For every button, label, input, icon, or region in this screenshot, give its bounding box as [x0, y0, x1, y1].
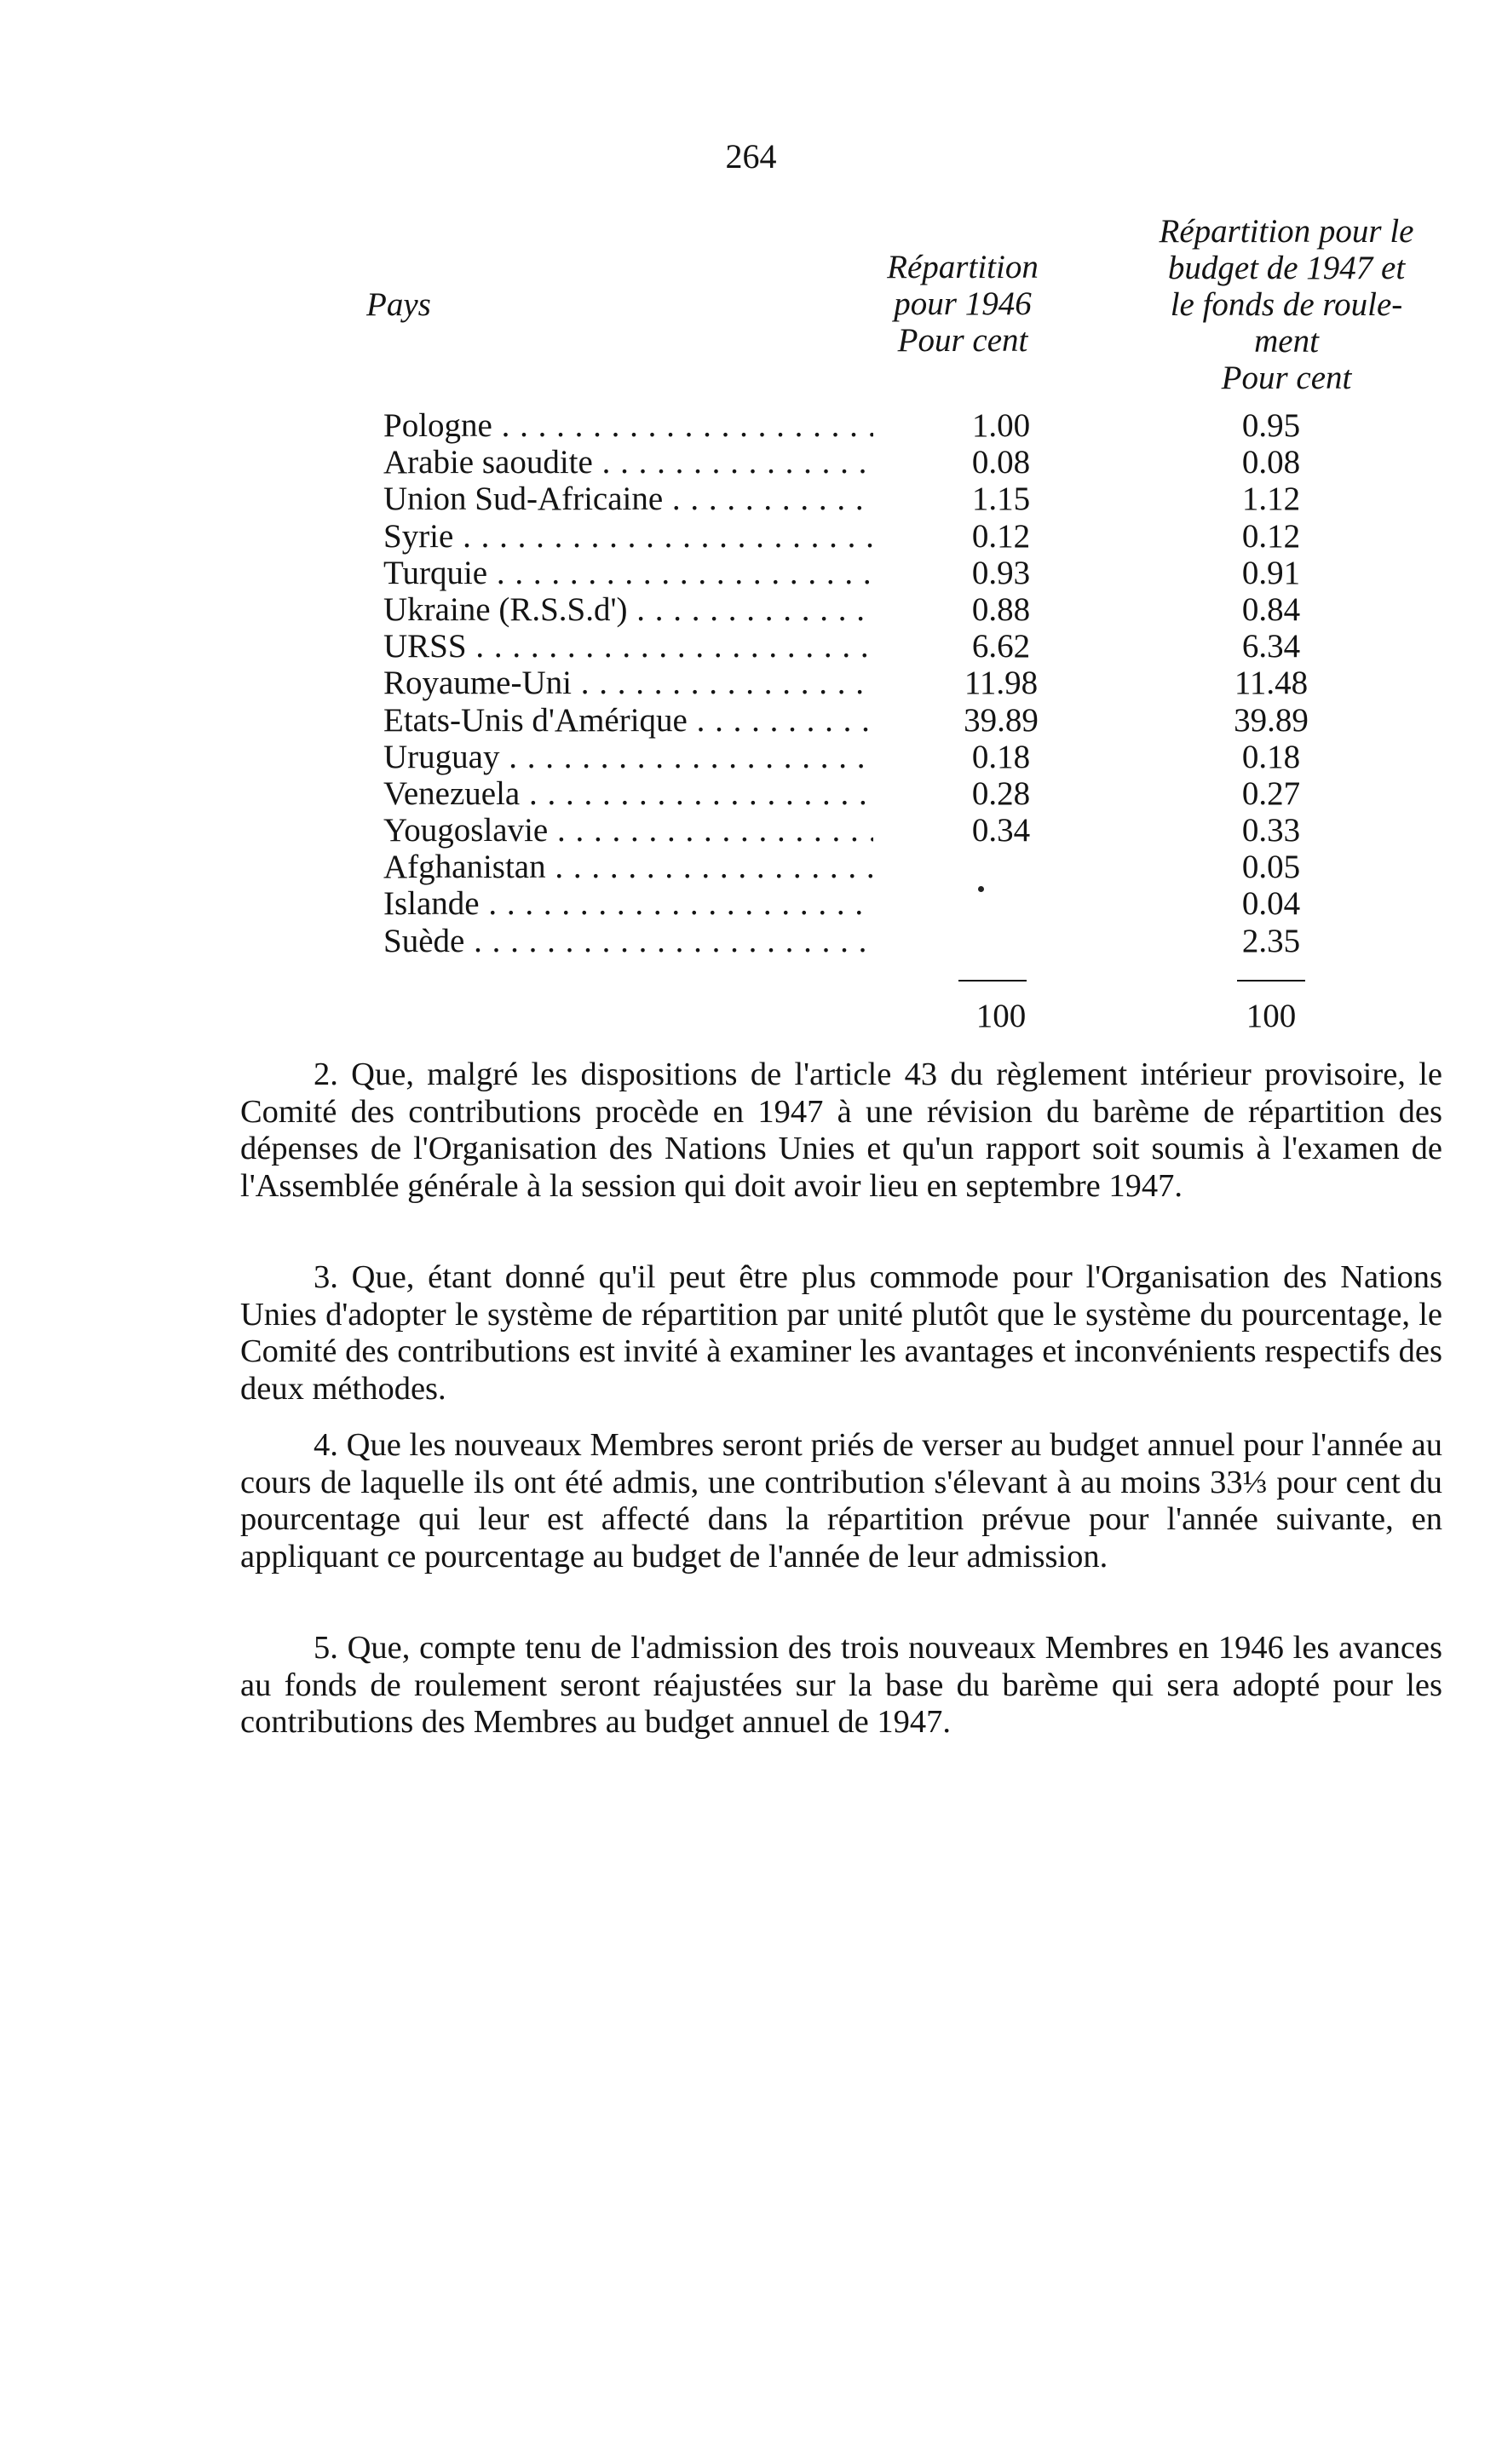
table-row [383, 702, 1491, 739]
header-1946-line: Répartition [887, 249, 1039, 285]
country-name: Uruguay . . . [383, 739, 873, 775]
value-1946: 0.12 [971, 517, 1031, 555]
value-1947: 1.12 [1241, 481, 1301, 518]
table-row [383, 555, 1491, 591]
value-1947: 0.27 [1241, 774, 1301, 812]
value-1946: 0.08 [971, 444, 1031, 481]
header-1947-line: budget de 1947 et [1167, 250, 1406, 286]
value-1946: 0.93 [971, 554, 1031, 591]
value-1947: 0.08 [1241, 444, 1301, 481]
value-1946: 0.18 [971, 738, 1031, 775]
country-name: Suède . . . [383, 923, 873, 959]
total-1947: 100 [1246, 998, 1297, 1034]
value-1946: 1.15 [971, 481, 1031, 518]
table-row [383, 591, 1491, 628]
value-1946: 1.00 [971, 407, 1031, 444]
country-name: Afghanistan . . . [383, 849, 873, 885]
value-1946: 0.88 [971, 590, 1031, 628]
table-row [383, 481, 1491, 517]
header-1947-line: ment [1254, 323, 1319, 360]
value-1947: 0.05 [1241, 849, 1301, 886]
page-number: 264 [725, 137, 777, 176]
value-1947: 0.33 [1241, 812, 1301, 849]
paragraph-5: 5. Que, compte tenu de l'admission des trois nouveaux Membres en 1946 les avances au fonds de roulement seront réajustées sur la base du barème qui sera adopté pour les contributions des Membres au budget annuel de 1947. [240, 1630, 1442, 1740]
table-row [383, 739, 1491, 775]
value-1947: 0.18 [1241, 738, 1301, 775]
value-1946: 11.98 [964, 665, 1039, 702]
table-row [383, 628, 1491, 665]
value-1946: 6.62 [971, 628, 1031, 665]
header-repartition-1946 [852, 249, 1073, 359]
country-name: Turquie . . . [383, 555, 873, 591]
header-1947-line: Pour cent [1221, 360, 1352, 396]
country-name: Royaume-Uni . . . [383, 665, 873, 701]
table-row [383, 923, 1491, 959]
table-row [383, 849, 1491, 885]
paragraph-4: 4. Que les nouveaux Membres seront priés de verser au budget annuel pour l'année au cours de laquelle ils ont été admis, une contribution s'élevant à au moins 33⅓ pour cent du pourcentage qui leur est affecté dans la répartition prévue pour l'année suivante, en appliquant ce pourcentage au budget de l'année de leur admission. [240, 1427, 1442, 1575]
value-1947: 0.95 [1241, 407, 1301, 444]
header-1946-line: Pour cent [897, 322, 1028, 359]
value-1947: 39.89 [1234, 701, 1309, 739]
country-name: Arabie saoudite . . . [383, 444, 873, 481]
table-row [383, 885, 1491, 922]
country-name: Venezuela . . . [383, 775, 873, 812]
country-name: Union Sud-Africaine . . . [383, 481, 873, 517]
country-name: Etats-Unis d'Amérique . . . [383, 702, 873, 739]
contributions-table [383, 407, 1491, 959]
country-name: Islande . . . [383, 885, 873, 922]
table-row [383, 518, 1491, 555]
paragraph-3: 3. Que, étant donné qu'il peut être plus commode pour l'Organisation des Nations Unies d'adopter le système de répartition par unité plutôt que le système du pourcentage, le Comité des contributions est invité à examiner les avantages et inconvénients respectifs des deux méthodes. [240, 1259, 1442, 1407]
total-1946: 100 [975, 998, 1027, 1034]
value-1946: 39.89 [964, 701, 1039, 739]
total-rule-1947 [1237, 980, 1305, 982]
value-1947: 0.91 [1241, 554, 1301, 591]
value-1947: 0.04 [1241, 885, 1301, 923]
header-repartition-1947 [1125, 213, 1448, 396]
table-row [383, 407, 1491, 444]
value-1947: 6.34 [1241, 628, 1301, 665]
value-1946: 0.28 [971, 774, 1031, 812]
table-row [383, 812, 1491, 849]
value-1947: 11.48 [1234, 665, 1309, 702]
header-1947-line: le fonds de roule- [1170, 286, 1403, 323]
table-row [383, 775, 1491, 812]
header-pays: Pays [366, 286, 431, 323]
value-1947: 0.12 [1241, 517, 1301, 555]
value-1946: 0.34 [971, 812, 1031, 849]
value-1947: 2.35 [1241, 922, 1301, 959]
header-1947-line: Répartition pour le [1159, 213, 1414, 250]
paragraph-2: 2. Que, malgré les dispositions de l'article 43 du règlement intérieur provisoire, le Comité des contributions procède en 1947 à une révision du barème de répartition des dépenses de l'Organisation des Nations Unies et qu'un rapport soit soumis à l'examen de l'Assemblée générale à la session qui doit avoir lieu en septembre 1947. [240, 1056, 1442, 1204]
value-1947: 0.84 [1241, 590, 1301, 628]
stray-ink-dot [978, 886, 984, 892]
country-name: Ukraine (R.S.S.d') . . . [383, 591, 873, 628]
total-rule-1946 [958, 980, 1027, 982]
country-name: Syrie . . . [383, 518, 873, 555]
table-row [383, 444, 1491, 481]
country-name: Yougoslavie . . . [383, 812, 873, 849]
country-name: Pologne . . . [383, 407, 873, 444]
header-1946-line: pour 1946 [894, 285, 1032, 322]
country-name: URSS . . . [383, 628, 873, 665]
table-row [383, 665, 1491, 701]
